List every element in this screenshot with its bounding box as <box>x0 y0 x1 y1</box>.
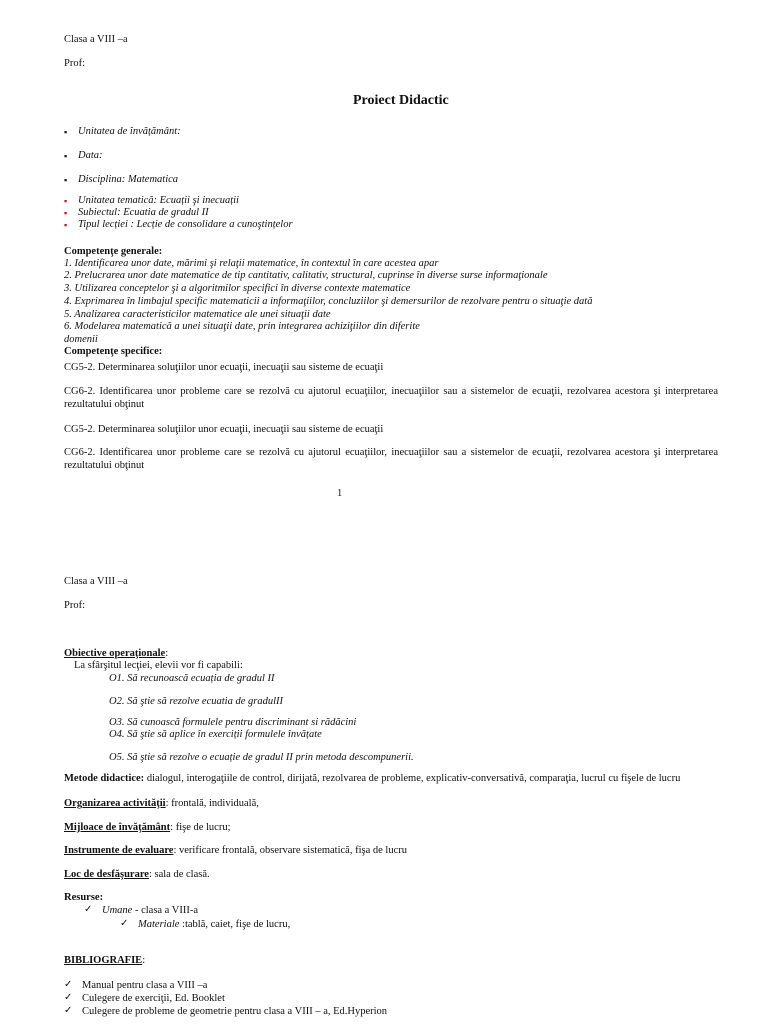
objective-item: O3. Să cunoască formulele pentru discriminant si rădăcini <box>109 717 357 728</box>
competente-specifice-heading: Competenţe specifice: <box>64 346 163 357</box>
resurse-materiale-text: :tablă, caiet, fişe de lucru, <box>179 919 291 930</box>
competente-generale-heading: Competenţe generale: <box>64 246 163 257</box>
objective-item: O5. Să ştie să rezolve o ecuație de gradul II prin metoda descompunerii. <box>109 752 414 763</box>
organizare-text: : frontală, individuală, <box>165 798 259 809</box>
class-line: Clasa a VIII –a <box>64 576 128 587</box>
square-bullet-icon: ▪ <box>64 175 68 185</box>
check-icon: ✓ <box>64 992 73 1003</box>
objective-item: O4. Să ştie să aplice în exerciții formulele învățate <box>109 729 322 740</box>
instrumente-text: : verificare frontală, observare sistematică, fişa de lucru <box>173 845 407 856</box>
square-bullet-icon: ▪ <box>64 208 68 218</box>
mijloace-text: : fişe de lucru; <box>170 822 231 833</box>
resurse-umane-text: - clasa a VIII-a <box>132 905 199 916</box>
prof-label: Prof: <box>64 58 85 69</box>
check-icon: ✓ <box>64 979 73 990</box>
resurse-materiale <box>138 919 290 932</box>
prof-label: Prof: <box>64 600 85 611</box>
bibliografie-label: BIBLIOGRAFIE <box>64 955 143 966</box>
organizarea-activitatii <box>64 798 259 811</box>
competenta-generala-item: 1. Identificarea unor date, mărimi şi relaţii matematice, în contextul în care acestea apar <box>64 258 439 269</box>
metode-label: Metode didactice: <box>64 773 145 784</box>
bibliografie-item: Culegere de exerciţii, Ed. Booklet <box>82 993 225 1004</box>
page-title: Proiect Didactic <box>353 93 449 108</box>
loc-desfasurare <box>64 869 210 882</box>
subiectul: Subiectul: Ecuatia de gradul II <box>78 207 209 218</box>
objective-item: O1. Să recunoască ecuația de gradul II <box>109 673 275 684</box>
tipul-lectiei: Tipul lecției : Lecție de consolidare a cunoştințelor <box>78 219 293 230</box>
class-line: Clasa a VIII –a <box>64 34 128 45</box>
cg6-item: CG6-2. Identificarea unor probleme care se rezolvă cu ajutorul ecuaţiilor, inecuaţiilor sau a sistemelor de ecuaţii, rezolvarea acestora şi interpretarea rezultatului obţinut <box>64 386 718 410</box>
mijloace-invatamant <box>64 822 231 835</box>
competenta-generala-item: 2. Prelucrarea unor date matematice de tip cantitativ, calitativ, structural, cuprinse în diverse surse informaţionale <box>64 270 548 281</box>
obiective-heading-colon: : <box>165 648 169 659</box>
resurse-umane <box>102 905 198 918</box>
mijloace-label: Mijloace de învăţământ <box>64 822 171 833</box>
bibliografie-heading <box>64 955 145 968</box>
resurse-umane-label: Umane <box>102 905 133 916</box>
cg6-item: CG6-2. Identificarea unor probleme care se rezolvă cu ajutorul ecuaţiilor, inecuaţiilor sau a sistemelor de ecuaţii, rezolvarea acestora şi interpretarea rezultatului obţinut <box>64 447 718 471</box>
cg5-item: CG5-2. Determinarea soluţiilor unor ecuaţii, inecuaţii sau sisteme de ecuaţii <box>64 424 384 435</box>
organizare-label: Organizarea activităţii <box>64 798 166 809</box>
field-unitate: Unitatea de învățământ: <box>78 126 181 137</box>
resurse-materiale-label: Materiale <box>138 919 180 930</box>
competenta-generala-item: domenii <box>64 334 98 345</box>
check-icon: ✓ <box>84 904 93 915</box>
instrumente-label: Instrumente de evaluare <box>64 845 174 856</box>
bibliografie-item: Manual pentru clasa a VIII –a <box>82 980 208 991</box>
objective-item: O2. Să ştie să rezolve ecuatia de gradulII <box>109 696 283 707</box>
obiective-heading-label: Obiective operaţionale <box>64 648 166 659</box>
check-icon: ✓ <box>120 918 129 929</box>
obiective-intro: La sfârşitul lecţiei, elevii vor fi capabili: <box>74 660 243 671</box>
obiective-heading <box>64 648 168 661</box>
bibliografie-item: Culegere de probleme de geometrie pentru clasa a VIII – a, Ed.Hyperion <box>82 1006 388 1017</box>
page-number: 1 <box>337 488 343 499</box>
loc-text: : sala de clasă. <box>148 869 210 880</box>
competenta-generala-item: 6. Modelarea matematică a unei situaţii date, prin integrarea achiziţiilor din diferite <box>64 321 420 332</box>
metode-text: dialogul, interogaţiile de control, dirijată, rezolvarea de probleme, explicativ-conversativă, comparaţia, lucrul cu fişele de lucru <box>144 773 681 784</box>
cg5-item: CG5-2. Determinarea soluţiilor unor ecuaţii, inecuaţii sau sisteme de ecuaţii <box>64 362 384 373</box>
square-bullet-icon: ▪ <box>64 127 68 137</box>
competenta-generala-item: 4. Exprimarea în limbajul specific matematicii a informaţiilor, concluziilor şi demersurilor de rezolvare pentru o situaţie dată <box>64 296 593 307</box>
square-bullet-icon: ▪ <box>64 196 68 206</box>
resurse-heading: Resurse: <box>64 892 104 903</box>
square-bullet-icon: ▪ <box>64 220 68 230</box>
unitate-tematica: Unitatea tematică: Ecuații şi inecuații <box>78 195 239 206</box>
square-bullet-icon: ▪ <box>64 151 68 161</box>
competenta-generala-item: 3. Utilizarea conceptelor şi a algoritmilor specifici în diverse contexte matematice <box>64 283 411 294</box>
metode-didactice <box>64 773 680 786</box>
field-data: Data: <box>78 150 103 161</box>
loc-label: Loc de desfăşurare <box>64 869 149 880</box>
check-icon: ✓ <box>64 1005 73 1016</box>
competenta-generala-item: 5. Analizarea caracteristicilor matematice ale unei situaţii date <box>64 309 331 320</box>
instrumente-evaluare <box>64 845 407 858</box>
field-disciplina: Disciplina: Matematica <box>78 174 179 185</box>
bibliografie-colon: : <box>142 955 146 966</box>
